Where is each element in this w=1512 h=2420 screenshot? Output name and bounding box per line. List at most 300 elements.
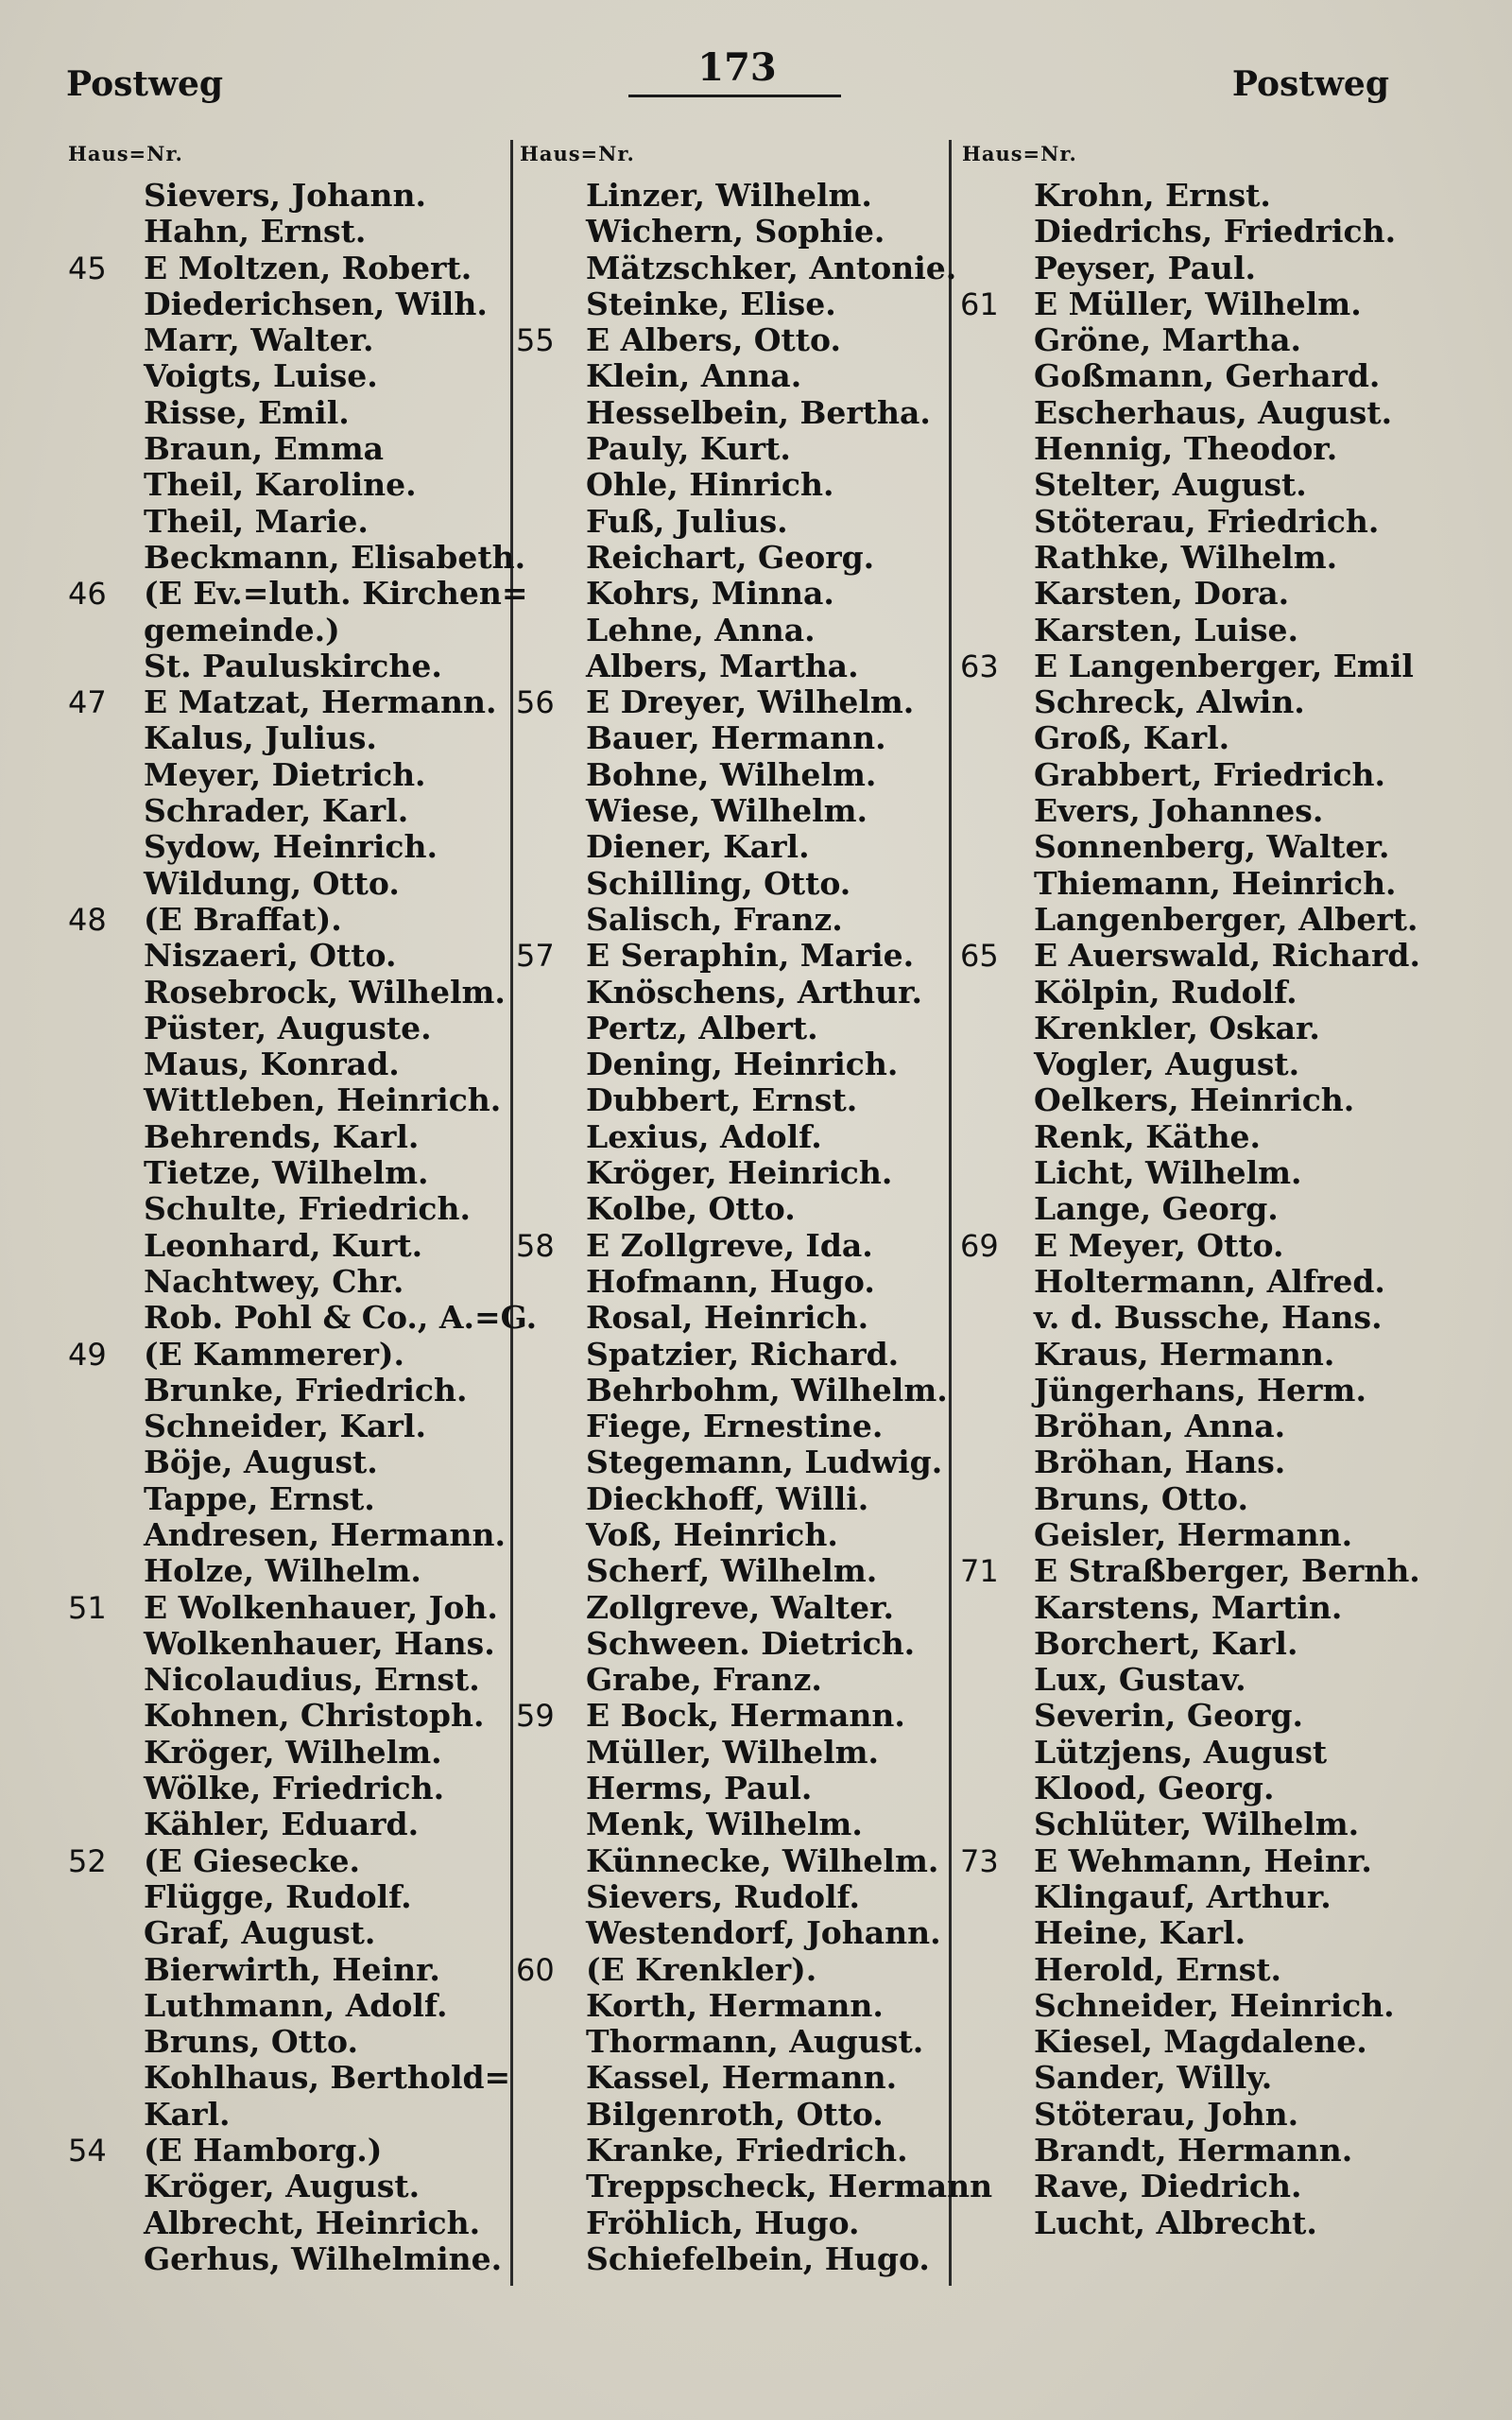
- resident-name: E Zollgreve, Ida.: [586, 1226, 873, 1264]
- resident-name: Jüngerhans, Herm.: [1034, 1371, 1366, 1409]
- directory-entry: [516, 1481, 945, 1517]
- resident-name: Albers, Martha.: [586, 647, 859, 684]
- directory-entry: [516, 1155, 945, 1191]
- directory-entry: [68, 829, 503, 865]
- directory-entry: [516, 613, 945, 648]
- directory-entry: [960, 1662, 1404, 1698]
- directory-entry: [516, 395, 945, 431]
- directory-entry: [960, 720, 1404, 756]
- directory-entry: [68, 1806, 503, 1842]
- resident-name: Hahn, Ernst.: [144, 213, 367, 251]
- directory-entry: [960, 647, 1414, 684]
- resident-name: (E Ev.=luth. Kirchen=: [144, 575, 528, 613]
- directory-entry: [68, 1373, 503, 1409]
- resident-name: Meyer, Dietrich.: [144, 755, 426, 793]
- resident-name: Luthmann, Adolf.: [144, 1986, 448, 2024]
- directory-entry: [68, 1011, 503, 1046]
- directory-entry: [960, 1879, 1404, 1915]
- directory-entry: [68, 1515, 506, 1553]
- resident-name: Hofmann, Hugo.: [586, 1262, 875, 1300]
- house-number: 46: [68, 576, 107, 613]
- resident-name: Karsten, Dora.: [1034, 575, 1290, 613]
- directory-entry: [68, 938, 503, 974]
- resident-name: Stegemann, Ludwig.: [586, 1443, 943, 1481]
- directory-entry: [516, 1046, 945, 1082]
- resident-name: v. d. Bussche, Hans.: [1034, 1299, 1383, 1337]
- directory-entry: [516, 829, 945, 865]
- resident-name: Kranke, Friedrich.: [586, 2132, 908, 2169]
- column-heading-1: Haus=Nr.: [68, 142, 183, 165]
- house-number: 47: [68, 684, 107, 721]
- directory-entry: [516, 1698, 945, 1734]
- resident-name: Treppscheck, Hermann: [586, 2168, 993, 2205]
- house-number: 61: [960, 285, 999, 322]
- directory-entry: [960, 757, 1404, 793]
- resident-name: Bröhan, Hans.: [1034, 1443, 1286, 1481]
- directory-entry: [960, 829, 1404, 865]
- directory-entry: [68, 286, 503, 322]
- resident-name: Kröger, Wilhelm.: [144, 1733, 442, 1771]
- header-underline: [628, 95, 841, 97]
- directory-entry: [960, 1735, 1404, 1771]
- directory-entry: [68, 538, 526, 576]
- column-divider-2: [949, 140, 952, 2286]
- resident-name: Grabbert, Friedrich.: [1034, 755, 1386, 793]
- resident-name: E Wehmann, Heinr.: [1034, 1841, 1372, 1879]
- house-number: 49: [68, 1336, 107, 1373]
- resident-name: Lützjens, August: [1034, 1733, 1328, 1771]
- directory-entry: [960, 1337, 1404, 1373]
- directory-entry: [516, 2241, 945, 2277]
- resident-name: Kähler, Eduard.: [144, 1806, 420, 1843]
- directory-entry: [516, 2133, 945, 2169]
- directory-entry: [960, 395, 1404, 431]
- resident-name: Dening, Heinrich.: [586, 1046, 899, 1083]
- resident-name: Gerhus, Wilhelmine.: [144, 2239, 503, 2277]
- directory-entry: [516, 1300, 945, 1336]
- resident-name: Lucht, Albrecht.: [1034, 2204, 1317, 2241]
- resident-name: Groß, Karl.: [1034, 719, 1230, 757]
- resident-name: Dieckhoff, Willi.: [586, 1479, 869, 1517]
- resident-name: E Meyer, Otto.: [1034, 1226, 1284, 1264]
- resident-name: Kolbe, Otto.: [586, 1190, 796, 1228]
- street-header-left: Postweg: [66, 64, 224, 104]
- directory-entry: [68, 684, 503, 720]
- directory-entry: [516, 576, 945, 612]
- resident-name: Graf, August.: [144, 1914, 376, 1952]
- directory-entry: [68, 1735, 503, 1771]
- resident-name: Wittleben, Heinrich.: [144, 1081, 502, 1119]
- directory-entry: [516, 249, 957, 286]
- resident-name: Sievers, Rudolf.: [586, 1877, 861, 1915]
- directory-entry: [960, 866, 1404, 902]
- directory-entry: [516, 1228, 945, 1264]
- directory-entry: [516, 684, 945, 720]
- resident-name: Bierwirth, Heinr.: [144, 1950, 440, 1988]
- directory-entry: [516, 214, 945, 250]
- directory-entry: [960, 1988, 1404, 2024]
- resident-name: Schulte, Friedrich.: [144, 1190, 472, 1228]
- resident-name: Krenkler, Oskar.: [1034, 1009, 1320, 1046]
- directory-entry: [516, 1444, 945, 1480]
- directory-entry: [516, 1735, 945, 1771]
- resident-name: Schween. Dietrich.: [586, 1624, 916, 1662]
- directory-entry: [68, 1843, 503, 1879]
- resident-name: Wildung, Otto.: [144, 864, 400, 902]
- directory-entry: [68, 1082, 503, 1118]
- resident-name: Goßmann, Gerhard.: [1034, 357, 1381, 395]
- directory-entry: [68, 358, 503, 394]
- directory-entry: [516, 1082, 945, 1118]
- directory-entry: [516, 1119, 945, 1155]
- resident-name: Thiemann, Heinrich.: [1034, 864, 1397, 902]
- directory-entry: [960, 1915, 1404, 1951]
- resident-name: Kohrs, Minna.: [586, 575, 834, 613]
- directory-entry: [68, 1915, 503, 1951]
- directory-entry: [516, 286, 945, 322]
- directory-entry: [516, 1264, 945, 1300]
- resident-name: Evers, Johannes.: [1034, 792, 1324, 830]
- directory-entry: [960, 1444, 1404, 1480]
- directory-entry: [516, 902, 945, 938]
- resident-name: Sievers, Johann.: [144, 177, 426, 214]
- resident-name: Stöterau, Friedrich.: [1034, 502, 1380, 540]
- resident-name: E Moltzen, Robert.: [144, 249, 472, 286]
- resident-name: Linzer, Wilhelm.: [586, 177, 872, 214]
- directory-entry: [960, 2205, 1404, 2241]
- resident-name: Beckmann, Elisabeth.: [144, 538, 526, 576]
- resident-name: E Dreyer, Wilhelm.: [586, 683, 915, 721]
- resident-name: Flügge, Rudolf.: [144, 1877, 412, 1915]
- directory-entry: [960, 1590, 1404, 1626]
- resident-name: Salisch, Franz.: [586, 900, 843, 938]
- resident-name: Escherhaus, August.: [1034, 393, 1393, 431]
- directory-entry: [68, 2169, 503, 2204]
- street-header-right: Postweg: [1231, 64, 1389, 104]
- resident-name: Schrader, Karl.: [144, 792, 409, 830]
- resident-name: Pauly, Kurt.: [586, 430, 791, 468]
- directory-entry: [960, 1300, 1404, 1336]
- column-heading-3: Haus=Nr.: [962, 142, 1077, 165]
- directory-entry: [68, 757, 503, 793]
- directory-entry: [68, 1590, 503, 1626]
- resident-name: Leonhard, Kurt.: [144, 1226, 423, 1264]
- resident-name: Wolkenhauer, Hans.: [144, 1624, 495, 1662]
- directory-entry: [960, 1409, 1404, 1444]
- directory-entry: [68, 793, 503, 829]
- resident-name: Holtermann, Alfred.: [1034, 1262, 1385, 1300]
- resident-name: Bruns, Otto.: [1034, 1479, 1248, 1517]
- resident-name: Stelter, August.: [1034, 466, 1307, 504]
- directory-entry: [960, 358, 1404, 394]
- directory-entry: [68, 866, 503, 902]
- resident-name: Korth, Hermann.: [586, 1986, 884, 2024]
- directory-entry: [516, 1191, 945, 1227]
- directory-entry: [68, 1264, 503, 1300]
- directory-entry: [516, 1011, 945, 1046]
- directory-entry: [68, 1228, 503, 1264]
- resident-name: Behrbohm, Wilhelm.: [586, 1371, 948, 1409]
- directory-entry: [68, 1879, 503, 1915]
- resident-name: Herold, Ernst.: [1034, 1950, 1282, 1988]
- directory-entry: [516, 793, 945, 829]
- directory-entry: [960, 1264, 1404, 1300]
- resident-name: Nachtwey, Chr.: [144, 1262, 404, 1300]
- resident-name: Bilgenroth, Otto.: [586, 2095, 884, 2133]
- directory-entry: [960, 1952, 1404, 1988]
- house-number: 73: [960, 1842, 999, 1879]
- directory-entry: [516, 2097, 945, 2133]
- resident-name: Rathke, Wilhelm.: [1034, 538, 1338, 576]
- directory-entry: [516, 648, 945, 684]
- resident-name: Schiefelbein, Hugo.: [586, 2239, 930, 2277]
- resident-name: Lange, Georg.: [1034, 1190, 1279, 1228]
- directory-entry: [68, 902, 503, 938]
- directory-entry: [516, 1337, 945, 1373]
- resident-name: Voigts, Luise.: [144, 357, 378, 395]
- directory-entry: [68, 322, 503, 358]
- resident-name: Klein, Anna.: [586, 357, 802, 395]
- directory-entry: [960, 1046, 1404, 1082]
- resident-name: Thormann, August.: [586, 2023, 924, 2061]
- directory-entry: [960, 1806, 1404, 1842]
- resident-name: Pertz, Albert.: [586, 1009, 818, 1046]
- resident-name: Schlüter, Wilhelm.: [1034, 1806, 1360, 1843]
- directory-entry: [68, 251, 503, 286]
- directory-entry: [68, 613, 503, 648]
- resident-name: Steinke, Elise.: [586, 285, 836, 322]
- house-number: 54: [68, 2133, 107, 2169]
- resident-name: Karl.: [144, 2095, 231, 2133]
- directory-entry: [68, 1662, 503, 1698]
- resident-name: Diederichsen, Wilh.: [144, 285, 488, 322]
- directory-entry: [516, 467, 945, 503]
- resident-name: Behrends, Karl.: [144, 1117, 420, 1155]
- resident-name: Langenberger, Albert.: [1034, 900, 1418, 938]
- resident-name: Braun, Emma: [144, 430, 384, 468]
- directory-entry: [516, 1590, 945, 1626]
- directory-entry: [516, 358, 945, 394]
- resident-name: Stöterau, John.: [1034, 2095, 1299, 2133]
- directory-entry: [960, 2024, 1404, 2060]
- resident-name: Püster, Auguste.: [144, 1009, 432, 1046]
- directory-entry: [68, 1409, 503, 1444]
- resident-name: Fuß, Julius.: [586, 502, 788, 540]
- directory-entry: [516, 2024, 945, 2060]
- directory-entry: [960, 1373, 1404, 1409]
- house-number: 57: [516, 938, 555, 975]
- house-number: 52: [68, 1842, 107, 1879]
- house-number: 69: [960, 1227, 999, 1264]
- directory-entry: [516, 178, 945, 214]
- directory-entry: [516, 2205, 945, 2241]
- directory-entry: [960, 793, 1404, 829]
- resident-name: E Müller, Wilhelm.: [1034, 285, 1362, 322]
- directory-entry: [960, 1552, 1420, 1590]
- resident-name: Theil, Karoline.: [144, 466, 417, 504]
- resident-name: Brandt, Hermann.: [1034, 2132, 1353, 2169]
- directory-entry: [516, 757, 945, 793]
- resident-name: Kalus, Julius.: [144, 719, 377, 757]
- directory-entry: [960, 251, 1404, 286]
- resident-name: Maus, Konrad.: [144, 1046, 400, 1083]
- resident-name: Nicolaudius, Ernst.: [144, 1661, 480, 1699]
- directory-entry: [960, 2060, 1404, 2096]
- resident-name: Sonnenberg, Walter.: [1034, 828, 1390, 866]
- house-number: 59: [516, 1698, 555, 1735]
- directory-entry: [68, 1698, 503, 1734]
- resident-name: Schneider, Heinrich.: [1034, 1986, 1395, 2024]
- directory-entry: [960, 900, 1418, 938]
- resident-name: E Albers, Otto.: [586, 321, 841, 359]
- resident-name: Hennig, Theodor.: [1034, 430, 1338, 468]
- directory-entry: [960, 431, 1404, 467]
- directory-entry: [68, 2059, 511, 2097]
- resident-name: Geisler, Hermann.: [1034, 1515, 1353, 1553]
- directory-column-3: [960, 177, 1420, 2241]
- resident-name: Rob. Pohl & Co., A.=G.: [144, 1299, 538, 1337]
- directory-entry: [516, 1988, 945, 2024]
- resident-name: (E Krenkler).: [586, 1950, 817, 1988]
- house-number: 58: [516, 1227, 555, 1264]
- directory-entry: [68, 1444, 503, 1480]
- resident-name: Voß, Heinrich.: [586, 1515, 838, 1553]
- resident-name: Kiesel, Magdalene.: [1034, 2023, 1367, 2061]
- resident-name: Kröger, August.: [144, 2168, 421, 2205]
- directory-entry: [68, 1299, 538, 1337]
- directory-entry: [960, 1082, 1404, 1118]
- directory-entry: [516, 1553, 945, 1589]
- directory-entry: [68, 1191, 503, 1227]
- resident-name: Severin, Georg.: [1034, 1697, 1304, 1735]
- directory-entry: [68, 431, 503, 467]
- resident-name: Gröne, Martha.: [1034, 321, 1301, 359]
- directory-entry: [68, 1626, 503, 1662]
- resident-name: Bauer, Hermann.: [586, 719, 886, 757]
- directory-entry: [516, 1771, 945, 1806]
- resident-name: Müller, Wilhelm.: [586, 1733, 880, 1771]
- resident-name: Oelkers, Heinrich.: [1034, 1081, 1355, 1119]
- directory-entry: [516, 1843, 945, 1879]
- resident-name: Spatzier, Richard.: [586, 1335, 900, 1373]
- resident-name: Theil, Marie.: [144, 502, 369, 540]
- directory-entry: [516, 504, 945, 540]
- resident-name: Niszaeri, Otto.: [144, 937, 397, 975]
- resident-name: Kassel, Hermann.: [586, 2059, 898, 2097]
- resident-name: Sydow, Heinrich.: [144, 828, 438, 866]
- resident-name: gemeinde.): [144, 611, 340, 648]
- resident-name: Herms, Paul.: [586, 1770, 813, 1807]
- house-number: 55: [516, 322, 555, 359]
- directory-entry: [68, 1155, 503, 1191]
- resident-name: Tietze, Wilhelm.: [144, 1154, 429, 1192]
- resident-name: Knöschens, Arthur.: [586, 973, 922, 1011]
- directory-entry: [68, 395, 503, 431]
- resident-name: E Wolkenhauer, Joh.: [144, 1588, 498, 1626]
- page-number: 173: [697, 45, 777, 90]
- resident-name: E Bock, Hermann.: [586, 1697, 905, 1735]
- resident-name: Schneider, Karl.: [144, 1408, 426, 1445]
- resident-name: Krohn, Ernst.: [1034, 177, 1271, 214]
- house-number: 60: [516, 1951, 555, 1988]
- directory-entry: [516, 540, 945, 576]
- resident-name: Karstens, Martin.: [1034, 1588, 1343, 1626]
- resident-name: Klood, Georg.: [1034, 1770, 1275, 1807]
- column-heading-2: Haus=Nr.: [520, 142, 635, 165]
- directory-entry: [960, 467, 1404, 503]
- directory-entry: [68, 2024, 503, 2060]
- directory-entry: [960, 2169, 1404, 2204]
- resident-name: Schilling, Otto.: [586, 864, 851, 902]
- resident-name: Schreck, Alwin.: [1034, 683, 1305, 721]
- directory-entry: [516, 720, 945, 756]
- resident-name: Rave, Diedrich.: [1034, 2168, 1302, 2205]
- directory-entry: [68, 973, 506, 1011]
- resident-name: E Auerswald, Richard.: [1034, 937, 1420, 975]
- house-number: 71: [960, 1553, 999, 1590]
- resident-name: Westendorf, Johann.: [586, 1914, 941, 1952]
- directory-entry: [960, 286, 1404, 322]
- directory-entry: [960, 975, 1404, 1011]
- directory-entry: [960, 1698, 1404, 1734]
- directory-entry: [68, 214, 503, 250]
- resident-name: (E Braffat).: [144, 900, 342, 938]
- directory-entry: [68, 178, 503, 214]
- directory-entry: [960, 1517, 1404, 1553]
- resident-name: Fiege, Ernestine.: [586, 1408, 884, 1445]
- directory-entry: [960, 540, 1404, 576]
- directory-entry: [960, 1771, 1404, 1806]
- resident-name: E Straßberger, Bernh.: [1034, 1552, 1420, 1590]
- resident-name: (E Hamborg.): [144, 2132, 383, 2169]
- resident-name: E Seraphin, Marie.: [586, 937, 915, 975]
- directory-entry: [516, 975, 945, 1011]
- directory-entry: [68, 2205, 503, 2241]
- directory-entry: [516, 322, 945, 358]
- directory-entry: [516, 1806, 945, 1842]
- resident-name: Dubbert, Ernst.: [586, 1081, 858, 1119]
- directory-entry: [68, 2133, 503, 2169]
- resident-name: Marr, Walter.: [144, 321, 374, 359]
- resident-name: Rosal, Heinrich.: [586, 1299, 869, 1337]
- house-number: 48: [68, 901, 107, 938]
- directory-entry: [960, 937, 1420, 975]
- resident-name: Lehne, Anna.: [586, 611, 816, 648]
- resident-name: Hesselbein, Bertha.: [586, 393, 931, 431]
- column-divider-1: [510, 140, 513, 2286]
- resident-name: Licht, Wilhelm.: [1034, 1154, 1302, 1192]
- resident-name: Fröhlich, Hugo.: [586, 2204, 860, 2241]
- directory-entry: [960, 1481, 1404, 1517]
- resident-name: (E Giesecke.: [144, 1841, 360, 1879]
- directory-entry: [68, 1337, 503, 1373]
- resident-name: Wichern, Sophie.: [586, 213, 885, 251]
- directory-entry: [516, 1517, 945, 1553]
- resident-name: Diener, Karl.: [586, 828, 810, 866]
- directory-entry: [68, 467, 503, 503]
- resident-name: Kraus, Hermann.: [1034, 1335, 1335, 1373]
- directory-entry: [516, 1662, 945, 1698]
- directory-entry: [960, 576, 1404, 612]
- resident-name: Kohlhaus, Berthold=: [144, 2059, 511, 2097]
- directory-entry: [960, 178, 1404, 214]
- directory-entry: [960, 1626, 1404, 1662]
- resident-name: Wiese, Wilhelm.: [586, 792, 868, 830]
- directory-entry: [960, 684, 1404, 720]
- resident-name: Ohle, Hinrich.: [586, 466, 834, 504]
- directory-entry: [516, 1371, 948, 1409]
- resident-name: Kohnen, Christoph.: [144, 1697, 485, 1735]
